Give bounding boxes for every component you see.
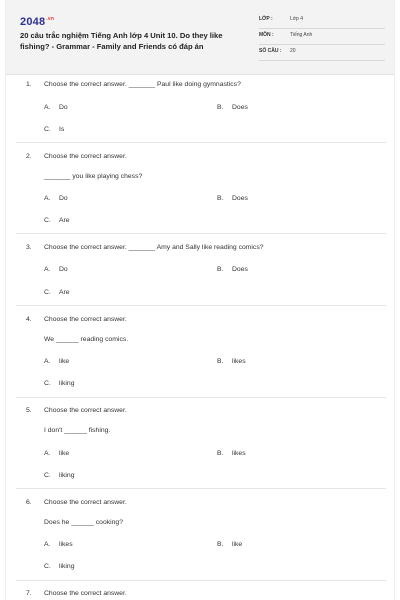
option-text: Do: [59, 266, 68, 273]
question-number: 7.: [26, 590, 32, 597]
question-sentence: Does he ______ cooking?: [44, 519, 123, 526]
option-a[interactable]: [44, 195, 68, 202]
option-c[interactable]: [44, 289, 70, 296]
meta-label: MÔN :: [259, 32, 274, 38]
option-a[interactable]: [44, 541, 73, 548]
question-divider: [16, 488, 386, 489]
option-text: Does: [232, 266, 248, 273]
logo-text: 2048: [20, 16, 46, 28]
meta-label: SỐ CÂU :: [259, 48, 282, 54]
logo-suffix: .vn: [46, 16, 55, 22]
option-letter: A.: [44, 541, 51, 548]
question-divider: [16, 397, 386, 398]
option-letter: A.: [44, 358, 51, 365]
site-logo[interactable]: [20, 16, 54, 28]
option-letter: A.: [44, 450, 51, 457]
option-a[interactable]: [44, 266, 68, 273]
question-number: 4.: [26, 316, 32, 323]
option-text: likes: [232, 450, 246, 457]
question-divider: [16, 305, 386, 306]
question-prompt: Choose the correct answer.: [44, 499, 127, 506]
option-b[interactable]: [217, 104, 248, 111]
option-text: likes: [232, 358, 246, 365]
option-letter: B.: [217, 195, 224, 202]
question-number: 2.: [26, 153, 32, 160]
option-text: like: [232, 541, 243, 548]
option-letter: B.: [217, 450, 224, 457]
question-number: 5.: [26, 407, 32, 414]
question-number: 3.: [26, 244, 32, 251]
option-text: like: [59, 358, 70, 365]
option-text: Does: [232, 104, 248, 111]
worksheet-page: [5, 0, 395, 600]
question-number: 1.: [26, 81, 32, 88]
option-b[interactable]: [217, 195, 248, 202]
question-prompt: Choose the correct answer.: [44, 153, 127, 160]
meta-question-count: [259, 46, 385, 61]
question-prompt: Choose the correct answer.: [44, 407, 127, 414]
worksheet-header: [6, 0, 394, 75]
meta-label: LỚP :: [259, 16, 273, 22]
option-a[interactable]: [44, 104, 68, 111]
option-letter: B.: [217, 358, 224, 365]
question-divider: [16, 142, 386, 143]
option-letter: C.: [44, 289, 51, 296]
meta-subject: [259, 30, 385, 45]
option-text: liking: [59, 563, 75, 570]
option-text: Do: [59, 104, 68, 111]
option-text: like: [59, 450, 70, 457]
option-letter: A.: [44, 195, 51, 202]
question-sentence: I don't ______ fishing.: [44, 427, 111, 434]
option-text: Does: [232, 195, 248, 202]
question-prompt: Choose the correct answer. _______ Paul like doing gymnastics?: [44, 81, 241, 88]
option-c[interactable]: [44, 380, 75, 387]
option-b[interactable]: [217, 450, 246, 457]
question-divider: [16, 580, 386, 581]
question-sentence: _______ you like playing chess?: [44, 173, 143, 180]
meta-value: Tiếng Anh: [290, 32, 313, 38]
option-a[interactable]: [44, 450, 69, 457]
option-letter: A.: [44, 104, 51, 111]
option-text: likes: [59, 541, 73, 548]
option-text: Are: [59, 289, 70, 296]
option-b[interactable]: [217, 266, 248, 273]
question-prompt: Choose the correct answer. _______ Amy and Sally like reading comics?: [44, 244, 264, 251]
option-text: liking: [59, 380, 75, 387]
question-number: 6.: [26, 499, 32, 506]
question-prompt: Choose the correct answer.: [44, 590, 127, 597]
option-letter: B.: [217, 266, 224, 273]
option-a[interactable]: [44, 358, 69, 365]
question-prompt: Choose the correct answer.: [44, 316, 127, 323]
worksheet-title: 20 câu trắc nghiệm Tiếng Anh lớp 4 Unit 10. Do they like fishing? - Grammar - Family and Friends có đáp án: [20, 31, 223, 51]
option-letter: C.: [44, 217, 51, 224]
option-letter: C.: [44, 380, 51, 387]
option-letter: C.: [44, 126, 51, 133]
option-text: Is: [59, 126, 65, 133]
option-text: liking: [59, 472, 75, 479]
option-c[interactable]: [44, 126, 64, 133]
meta-grade: [259, 14, 385, 29]
option-c[interactable]: [44, 217, 70, 224]
option-letter: A.: [44, 266, 51, 273]
meta-value: Lớp 4: [290, 16, 304, 22]
option-letter: B.: [217, 541, 224, 548]
option-b[interactable]: [217, 541, 242, 548]
option-text: Are: [59, 217, 70, 224]
option-letter: C.: [44, 563, 51, 570]
meta-value: 20: [290, 48, 296, 54]
question-sentence: We ______ reading comics.: [44, 336, 129, 343]
option-text: Do: [59, 195, 68, 202]
option-c[interactable]: [44, 563, 75, 570]
option-letter: B.: [217, 104, 224, 111]
option-letter: C.: [44, 472, 51, 479]
question-divider: [16, 233, 386, 234]
option-c[interactable]: [44, 472, 75, 479]
option-b[interactable]: [217, 358, 246, 365]
